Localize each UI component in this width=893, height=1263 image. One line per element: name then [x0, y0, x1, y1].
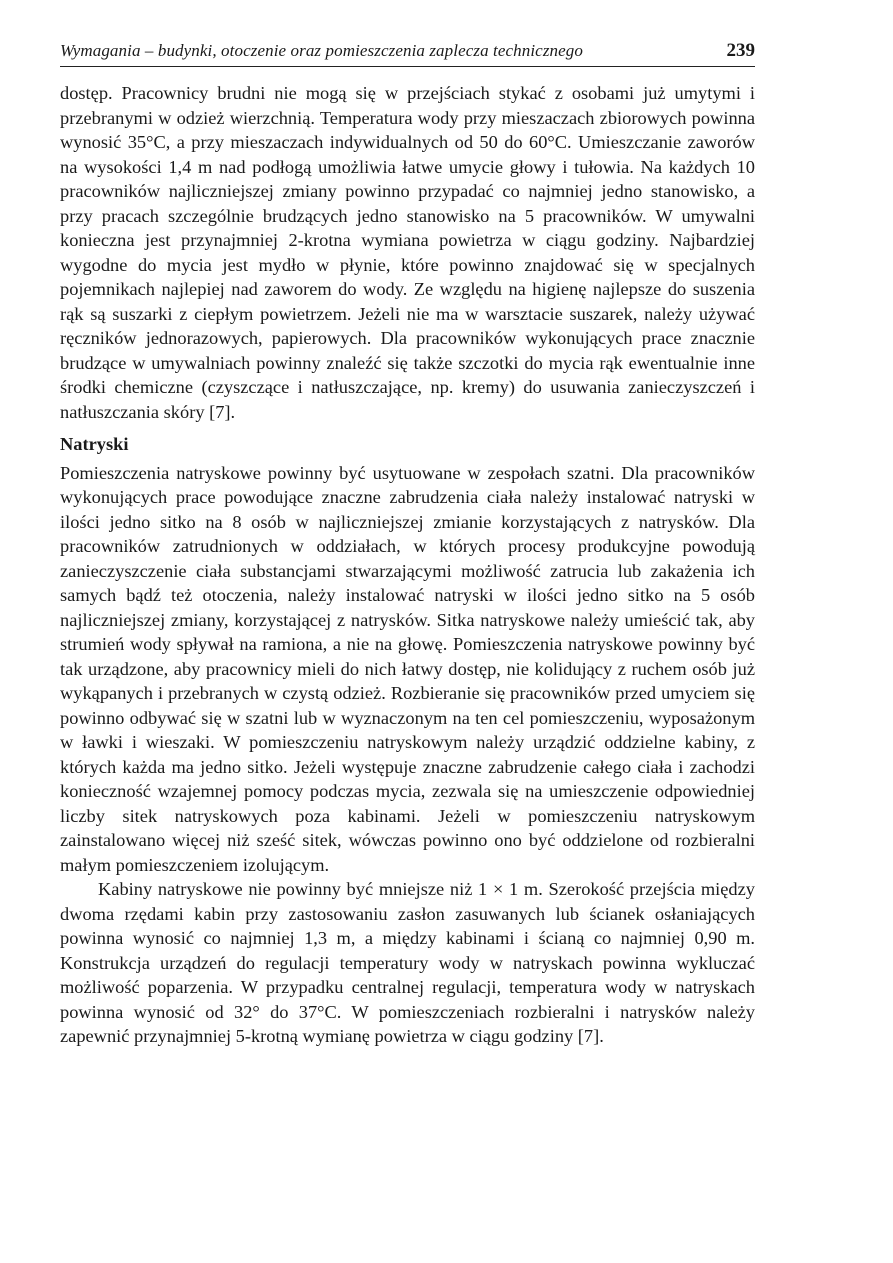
paragraph-showers: Pomieszczenia natryskowe powinny być usytuowane w zespołach szatni. Dla pracowników wykonujących prace powodujące znaczne zabrudzenia ciała należy instalować natryski w ilości jedno sitko na 8 osób w najliczniejszej zmianie korzystających z natrysków. Dla pracowników zatrudnionych w oddziałach, w których procesy produkcyjne powodują zanieczyszczenie ciała substancjami stwarzającymi możliwość zatrucia lub zakażenia ich samych bądź też otoczenia, należy instalować natryski w ilości jedno sitko na 5 osób najliczniejszej zmiany, korzystającej z natrysków. Sitka natryskowe należy umieścić tak, aby strumień wody spływał na ramiona, a nie na głowę. Pomieszczenia natryskowe powinny być tak urządzone, aby pracownicy mieli do nich łatwy dostęp, nie kolidujący z ruchem osób już wykąpanych i przebranych w czystą odzież. Rozbieranie się pracowników przed umyciem się powinno odbywać się w szatni lub w wyznaczonym na ten cel pomieszczeniu, wyposażonym w ławki i wieszaki. W pomieszczeniu natryskowym należy urządzić oddzielne kabiny, z których każda ma jedno sitko. Jeżeli występuje znaczne zabrudzenie całego ciała i zachodzi konieczność wzajemnej pomocy podczas mycia, zezwala się na umieszczenie odpowiedniej liczby sitek natryskowych poza kabinami. Jeżeli w pomieszczeniu natryskowym zainstalowano więcej niż sześć sitek, wówczas powinno ono być oddzielone od rozbieralni małym pomieszczeniem izolującym. [60, 462, 755, 875]
paragraph-washrooms: dostęp. Pracownicy brudni nie mogą się w przejściach stykać z osobami już umytymi i przebranymi w odzież wierzchnią. Temperatura wody przy mieszaczach zbiorowych powinna wynosić 35°C, a przy mieszaczach indywidualnych od 50 do 60°C. Umieszczanie zaworów na wysokości 1,4 m nad podłogą umożliwia łatwe umycie głowy i tułowia. Na każdych 10 pracowników najliczniejszej zmiany powinno przypadać co najmniej jedno stanowisko, a przy pracach szczególnie brudzących jedno stanowisko na 5 pracowników. W umywalni konieczna jest przynajmniej 2-krotna wymiana powietrza w ciągu godziny. Najbardziej wygodne do mycia jest mydło w płynie, które powinno znajdować się w specjalnych pojemnikach najlepiej nad zaworem do wody. Ze względu na higienę najlepsze do suszenia rąk są suszarki z ciepłym powietrzem. Jeżeli nie ma w warsztacie suszarek, należy używać ręczników jednorazowych, papierowych. Dla pracowników wykonujących prace znacznie brudzące w umywalniach powinny znaleźć się także szczotki do mycia rąk ewentualnie inne środki chemiczne (czyszczące i natłuszczające, np. kremy) do usuwania zanieczyszczeń i natłuszczania skóry [7]. [60, 83, 755, 422]
paragraph-shower-cabins: Kabiny natryskowe nie powinny być mniejsze niż 1 × 1 m. Szerokość przejścia między dwoma rzędami kabin przy zastosowaniu zasłon zasuwanych lub ścianek osłaniających powinna wynosić co najmniej 1,3 m, a między kabinami i ścianą co najmniej 0,90 m. Konstrukcja urządzeń do regulacji temperatury wody w natryskach powinna wykluczać możliwość poparzenia. W przypadku centralnej regulacji, temperatura wody w natryskach powinna wynosić od 32° do 37°C. W pomieszczeniach rozbieralni i natrysków należy zapewnić przynajmniej 5-krotną wymianę powietrza w ciągu godziny [7]. [60, 879, 755, 1046]
document-page [60, 40, 755, 1049]
running-title: Wymagania – budynki, otoczenie oraz pomieszczenia zaplecza technicznego [60, 41, 583, 60]
section-heading-showers: Natryski [60, 434, 129, 454]
running-header [60, 40, 755, 67]
page-number: 239 [726, 40, 755, 61]
